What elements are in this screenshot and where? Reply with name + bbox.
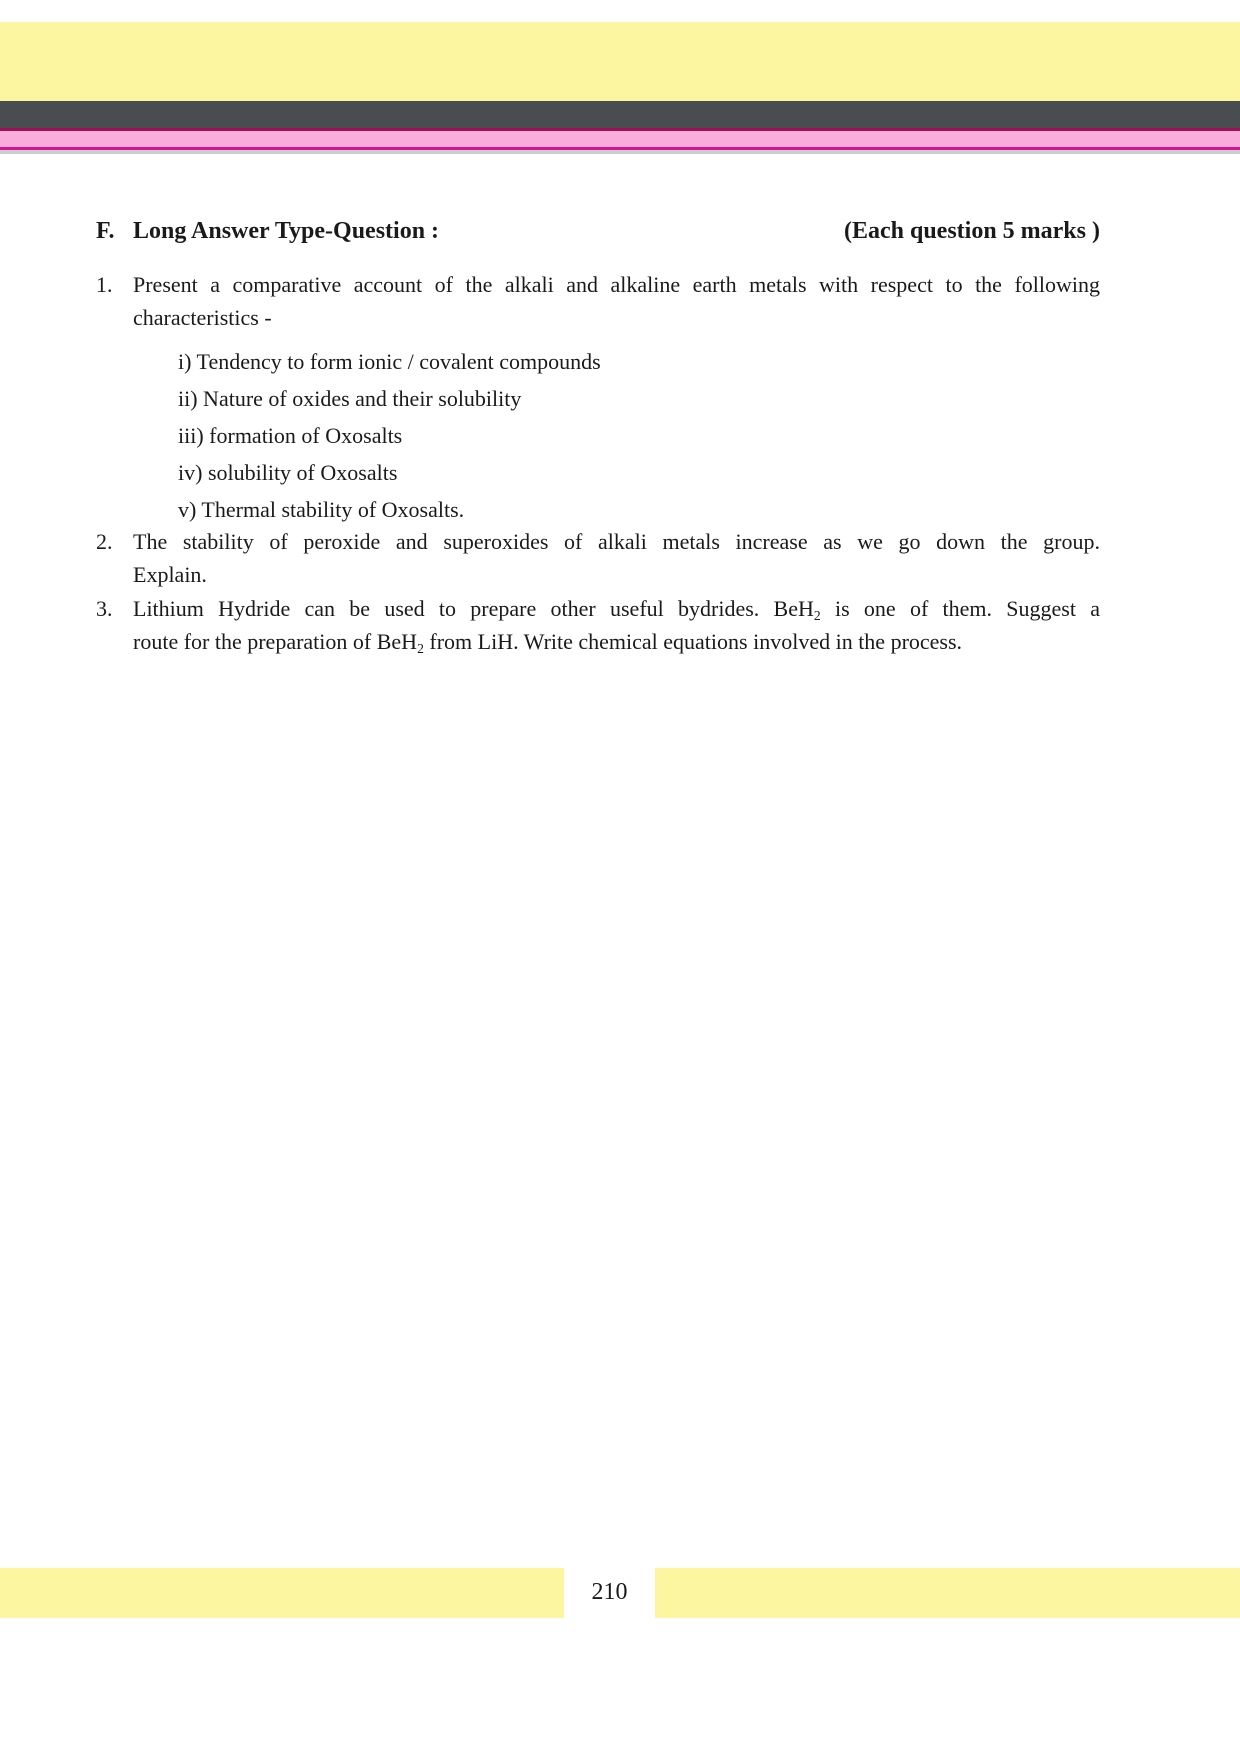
question-2-line-1: The stability of peroxide and superoxides of alkali metals increase as we go down the group. <box>133 529 1100 554</box>
subitem-iii: iii) formation of Oxosalts <box>178 423 403 448</box>
section-marks-note: (Each question 5 marks ) <box>843 218 1100 244</box>
section-title: Long Answer Type-Question : <box>133 218 440 244</box>
subitem-i: i) Tendency to form ionic / covalent compounds <box>178 349 601 374</box>
page-number: 210 <box>564 1568 655 1618</box>
question-2 <box>96 525 1100 591</box>
question-3-line-1-text: Lithium Hydride can be used to prepare other useful bydrides. BeH <box>133 596 814 621</box>
question-1 <box>96 268 1100 334</box>
question-3-line-2-text: route for the preparation of BeH <box>133 629 418 654</box>
section-heading-row <box>96 215 1100 248</box>
beh2-subscript: 2 <box>813 608 821 624</box>
beh2-subscript-2: 2 <box>417 641 424 657</box>
question-2-line-2: Explain. <box>133 562 207 587</box>
question-3-line-1-text-cont: is one of them. Suggest a <box>820 596 1100 621</box>
subitem-iv: iv) solubility of Oxosalts <box>178 460 398 485</box>
header-yellow-band <box>0 22 1240 101</box>
header-gray-band <box>0 101 1240 128</box>
question-3-line-2 <box>133 625 1100 658</box>
question-1-text <box>133 268 1100 334</box>
question-2-text <box>133 525 1100 591</box>
question-3-line-2-text-cont: from LiH. Write chemical equations involved in the process. <box>423 629 963 654</box>
question-1-line-1: Present a comparative account of the alkali and alkaline earth metals with respect to the following <box>133 272 1100 297</box>
question-1-number: 1. <box>96 272 113 297</box>
header-light-gray-line <box>0 150 1240 154</box>
footer-yellow-band-right <box>655 1568 1240 1618</box>
question-1-line-2: characteristics - <box>133 305 272 330</box>
footer-yellow-band-left <box>0 1568 564 1618</box>
question-3-text <box>133 592 1100 658</box>
header-pink-band <box>0 131 1240 147</box>
subitem-v: v) Thermal stability of Oxosalts. <box>178 497 465 522</box>
question-1-subitems <box>178 343 601 528</box>
question-3-number: 3. <box>96 596 113 621</box>
question-3-line-1 <box>133 592 1100 625</box>
section-label: F. <box>96 218 115 244</box>
subitem-ii: ii) Nature of oxides and their solubility <box>178 386 522 411</box>
question-2-number: 2. <box>96 529 113 554</box>
question-3 <box>96 592 1100 658</box>
